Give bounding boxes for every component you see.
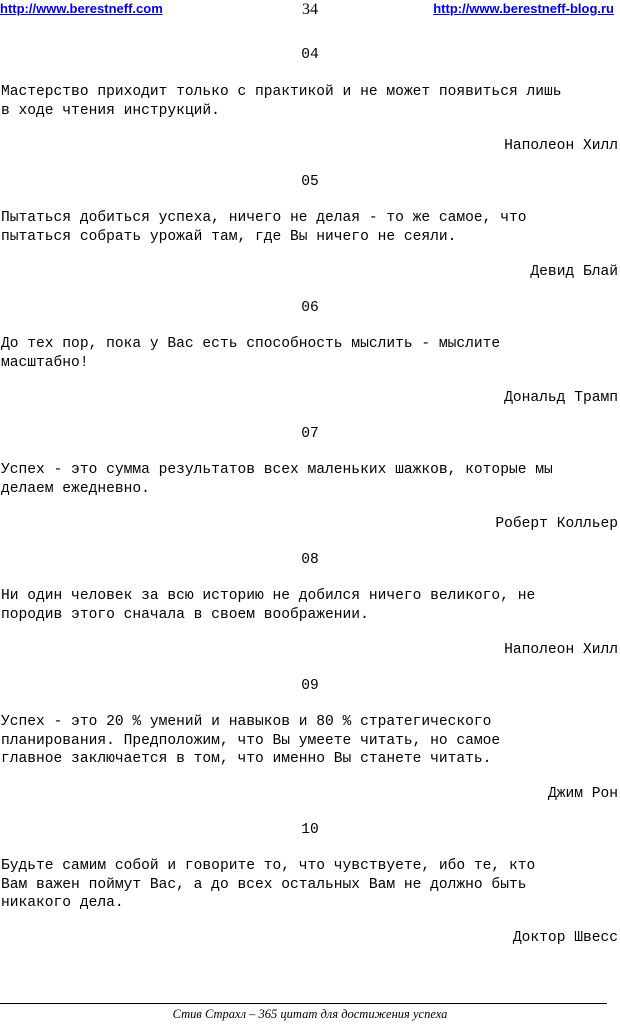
quote-line: главное заключается в том, что именно Вы станете читать. (1, 751, 492, 767)
quote-line: Мастерство приходит только с практикой и не может появиться лишь (1, 84, 562, 100)
quote-line: Пытаться добиться успеха, ничего не делая - то же самое, что (1, 210, 527, 226)
quote-line: планирования. Предположим, что Вы умеете читать, но самое (1, 732, 501, 749)
quote-line: До тех пор, пока у Вас есть способность мыслить - мыслите (1, 336, 501, 352)
quote-number: 06 (301, 300, 319, 316)
quote-author: Наполеон Хилл (504, 138, 618, 154)
quote-author: Дональд Трамп (504, 390, 618, 406)
page-footer: Стив Страхл – 365 цитат для достижения успеха (172, 1007, 448, 1021)
quote-line: делаем ежедневно. (1, 480, 150, 497)
quote-number: 09 (301, 678, 319, 694)
quote-line: никакого дела. (1, 895, 124, 911)
quote-line: пытаться собрать урожай там, где Вы ничего не сеяли. (1, 228, 457, 245)
quote-author: Джим Рон (547, 786, 618, 802)
quote-line: Ни один человек за всю историю не добился ничего великого, не (1, 588, 536, 604)
footer-divider (0, 1003, 607, 1004)
quote-line: масштабно! (1, 354, 89, 371)
quote-number: 10 (301, 822, 319, 838)
header-link-berestneff-blog[interactable]: http://www.berestneff-blog.ru (433, 1, 614, 16)
quote-line: породив этого сначала в своем воображении. (1, 606, 369, 623)
quote-text (1, 587, 616, 624)
page-number: 34 (302, 1, 318, 18)
quote-line: в ходе чтения инструкций. (1, 102, 220, 119)
quote-line: Успех - это сумма результатов всех маленьких шажков, которые мы (1, 462, 553, 478)
quote-author: Доктор Швесс (512, 930, 618, 946)
quote-line: Успех - это 20 % умений и навыков и 80 % стратегического (1, 714, 492, 730)
page-header (0, 0, 620, 20)
quote-text (1, 857, 616, 913)
header-link-berestneff[interactable]: http://www.berestneff.com (0, 1, 163, 16)
quote-number: 04 (301, 47, 319, 63)
quote-line: Будьте самим собой и говорите то, что чувствуете, ибо те, кто (1, 858, 536, 874)
quote-text (1, 335, 616, 372)
quote-number: 08 (301, 552, 319, 568)
quote-text (1, 713, 616, 769)
quote-line: Вам важен поймут Вас, а до всех остальных Вам не должно быть (1, 876, 527, 893)
quote-author: Девид Блай (530, 264, 618, 280)
quote-text (1, 83, 616, 120)
quote-text (1, 209, 616, 246)
quote-number: 07 (301, 426, 319, 442)
quote-number: 05 (301, 174, 319, 190)
quote-author: Роберт Колльер (495, 516, 618, 532)
quote-author: Наполеон Хилл (504, 642, 618, 658)
quote-text (1, 461, 616, 498)
